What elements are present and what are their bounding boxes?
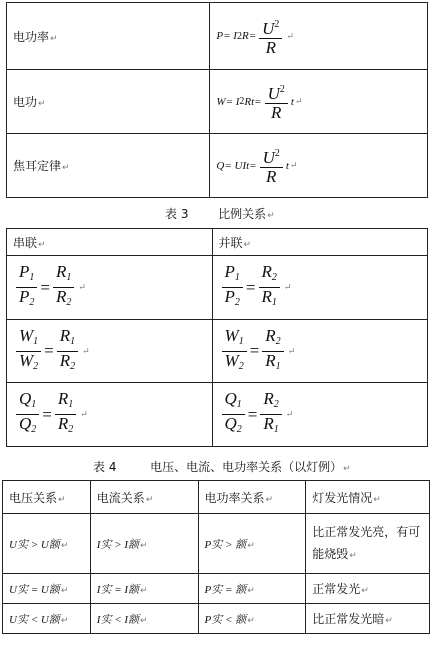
table-4-caption: 表 4 电压、电流、电功率关系（以灯例）↵ — [93, 460, 351, 474]
lamp-table — [2, 480, 430, 634]
formula-label: 电功率↵ — [7, 3, 210, 70]
caption-number: 表 4 — [93, 460, 117, 474]
header-series: 串联↵ — [7, 229, 213, 256]
formula-label: 电功↵ — [7, 70, 210, 134]
formula-table — [6, 2, 428, 198]
header-brightness: 灯发光情况↵ — [306, 481, 430, 514]
voltage-cell: U实 < U额↵ — [3, 604, 91, 634]
lamp-row-over — [3, 514, 430, 574]
header-voltage: 电压关系↵ — [3, 481, 91, 514]
table-3-caption: 表 3 比例关系↵ — [165, 207, 275, 221]
current-cell: I实 = I额↵ — [90, 574, 198, 604]
formula-cell: W= I 2 Rt= $\frac{U^2}{R}$ t ↵ — [210, 70, 428, 134]
ratio-row-work — [7, 320, 428, 383]
ratio-row-power — [7, 256, 428, 320]
power-cell: P实 < 额↵ — [198, 604, 306, 634]
power-cell: P实 = 额↵ — [198, 574, 306, 604]
current-cell: I实 < I额↵ — [90, 604, 198, 634]
formula-row-work — [7, 70, 428, 134]
power-cell: P实 > 额↵ — [198, 514, 306, 574]
formula-row-joule — [7, 134, 428, 198]
ratio-cell-series: $\frac{P_1}{P_2}$ = $\frac{R_1}{R_2}$ ↵ — [7, 256, 213, 320]
brightness-cell: 比正常发光亮，有可能烧毁↵ — [306, 514, 430, 574]
caption-number: 表 3 — [165, 207, 189, 221]
ratio-table — [6, 228, 428, 447]
brightness-cell: 正常发光↵ — [306, 574, 430, 604]
formula-label: 焦耳定律↵ — [7, 134, 210, 198]
voltage-cell: U实 = U额↵ — [3, 574, 91, 604]
header-power: 电功率关系↵ — [198, 481, 306, 514]
formula-cell: Q= UIt= $\frac{U^2}{R}$ t ↵ — [210, 134, 428, 198]
formula-cell: P= I 2 R= $\frac{U^2}{R}$ ↵ — [210, 3, 428, 70]
ratio-cell-series: $\frac{W_1}{W_2}$ = $\frac{R_1}{R_2}$ ↵ — [7, 320, 213, 383]
lamp-row-equal — [3, 574, 430, 604]
lamp-row-under — [3, 604, 430, 634]
formula-row-power — [7, 3, 428, 70]
ratio-cell-parallel: $\frac{P_1}{P_2}$ = $\frac{R_2}{R_1}$ ↵ — [212, 256, 427, 320]
ratio-cell-series: $\frac{Q_1}{Q_2}$ = $\frac{R_1}{R_2}$ ↵ — [7, 383, 213, 447]
header-current: 电流关系↵ — [90, 481, 198, 514]
caption-title: 比例关系 — [218, 207, 267, 221]
ratio-header-row — [7, 229, 428, 256]
caption-title: 电压、电流、电功率关系（以灯例） — [150, 460, 343, 474]
brightness-cell: 比正常发光暗↵ — [306, 604, 430, 634]
current-cell: I实 > I额↵ — [90, 514, 198, 574]
lamp-header-row — [3, 481, 430, 514]
ratio-row-heat — [7, 383, 428, 447]
ratio-cell-parallel: $\frac{Q_1}{Q_2}$ = $\frac{R_2}{R_1}$ ↵ — [212, 383, 427, 447]
ratio-cell-parallel: $\frac{W_1}{W_2}$ = $\frac{R_2}{R_1}$ ↵ — [212, 320, 427, 383]
header-parallel: 并联↵ — [212, 229, 427, 256]
voltage-cell: U实 > U额↵ — [3, 514, 91, 574]
